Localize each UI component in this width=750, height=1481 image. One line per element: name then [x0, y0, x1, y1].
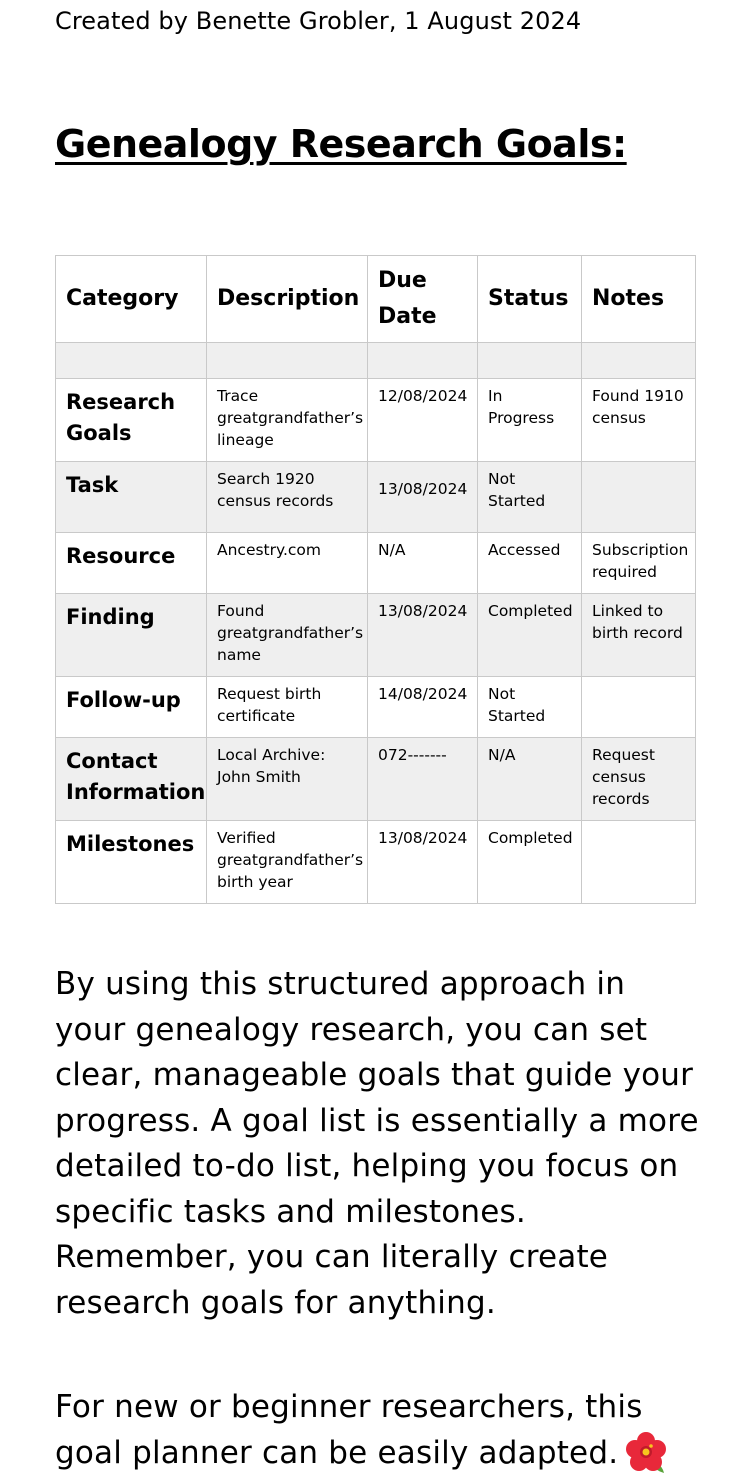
notes-cell: Request census records [582, 738, 696, 821]
status-cell: N/A [478, 738, 582, 821]
description-cell: Found greatgrandfather’s name [207, 594, 368, 677]
table-cell [368, 343, 478, 379]
table-cell [207, 343, 368, 379]
column-header-status: Status [478, 256, 582, 343]
notes-cell: Found 1910 census [582, 379, 696, 462]
status-cell: Completed [478, 594, 582, 677]
beginner-paragraph [55, 1385, 705, 1476]
table-row [56, 462, 696, 533]
notes-cell [582, 462, 696, 533]
status-cell: Not Started [478, 462, 582, 533]
description-cell: Verified greatgrandfather’s birth year [207, 821, 368, 904]
hibiscus-flower-icon [624, 1431, 668, 1475]
table-row [56, 738, 696, 821]
description-cell: Trace greatgrandfather’s lineage [207, 379, 368, 462]
column-header-notes: Notes [582, 256, 696, 343]
beginner-paragraph-text: For new or beginner researchers, this goal planner can be easily adapted. [55, 1389, 643, 1471]
due-date-cell: 13/08/2024 [368, 594, 478, 677]
table-cell [582, 343, 696, 379]
status-cell: In Progress [478, 379, 582, 462]
table-empty-row [56, 343, 696, 379]
status-cell: Not Started [478, 677, 582, 738]
due-date-cell: 072------- [368, 738, 478, 821]
table-row [56, 821, 696, 904]
research-goals-table [55, 255, 696, 904]
category-cell: Resource [56, 533, 207, 594]
due-date-cell: 12/08/2024 [368, 379, 478, 462]
column-header-due-date: Due Date [368, 256, 478, 343]
description-cell: Search 1920 census records [207, 462, 368, 533]
description-cell: Request birth certificate [207, 677, 368, 738]
table-row [56, 379, 696, 462]
notes-cell [582, 821, 696, 904]
category-cell: Research Goals [56, 379, 207, 462]
table-header-row [56, 256, 696, 343]
category-cell: Finding [56, 594, 207, 677]
notes-cell: Linked to birth record [582, 594, 696, 677]
summary-paragraph: By using this structured approach in your genealogy research, you can set clear, manageable goals that guide your progress. A goal list is essentially a more detailed to-do list, helping you focus on specific tasks and milestones. Remember, you can literally create research goals for anything. [55, 966, 699, 1321]
category-cell: Follow-up [56, 677, 207, 738]
category-cell: Task [56, 462, 207, 533]
column-header-description: Description [207, 256, 368, 343]
description-cell: Ancestry.com [207, 533, 368, 594]
table-cell [56, 343, 207, 379]
table-row [56, 533, 696, 594]
notes-cell [582, 677, 696, 738]
page-title: Genealogy Research Goals: [55, 122, 627, 166]
due-date-cell: 13/08/2024 [368, 462, 478, 533]
table-row [56, 677, 696, 738]
column-header-category: Category [56, 256, 207, 343]
description-cell: Local Archive: John Smith [207, 738, 368, 821]
notes-cell: Subscription required [582, 533, 696, 594]
byline: Created by Benette Grobler, 1 August 2024 [55, 7, 582, 35]
due-date-cell: 14/08/2024 [368, 677, 478, 738]
table-cell [478, 343, 582, 379]
category-cell: Contact Information [56, 738, 207, 821]
category-cell: Milestones [56, 821, 207, 904]
table-row [56, 594, 696, 677]
status-cell: Completed [478, 821, 582, 904]
due-date-cell: 13/08/2024 [368, 821, 478, 904]
due-date-cell: N/A [368, 533, 478, 594]
status-cell: Accessed [478, 533, 582, 594]
